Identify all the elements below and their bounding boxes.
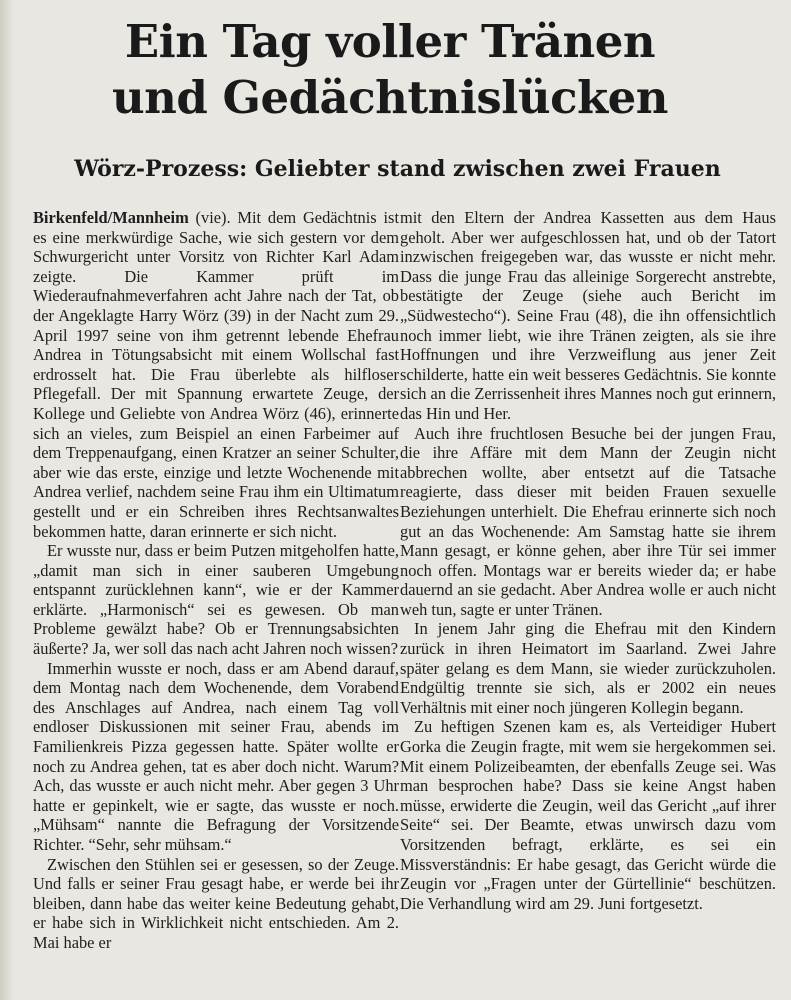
paragraph: In jenem Jahr ging die Ehefrau mit den Kindern zurück in ihren Heimatort im Saarland. Zwei Jahre später gelang es dem Mann, sie wieder zurückzuholen. Endgültig trennte sie sich, als er 2002 ein neues Verhältnis mit einer noch jüngeren Kollegin begann. bbox=[400, 619, 776, 717]
paragraph bbox=[33, 208, 399, 541]
paragraph: Zwischen den Stühlen sei er gesessen, so der Zeuge. Und falls er seiner Frau gesagt habe, er werde bei ihr bleiben, dann habe das weiter keine Bedeutung gehabt, er habe sich in Wirklichkeit nicht entschieden. Am 2. Mai habe er bbox=[33, 854, 399, 952]
paragraph: mit den Eltern der Andrea Kassetten aus dem Haus geholt. Aber wer aufgeschlossen hat, und ob der Tatort inzwischen freigegeben war, das wusste er nicht mehr. Dass die junge Frau das alleinige Sorgerecht anstrebte, bestätigte der Zeuge (siehe auch Bericht im „Südwestecho“). Seine Frau (48), die ihn offensichtlich noch immer liebt, wie ihre Tränen zeigten, als sie ihre Hoffnungen und ihre Verzweiflung aus jener Zeit schilderte, hatte ein weit besseres Gedächtnis. Sie konnte sich an die Zerrissenheit ihres Mannes noch gut erinnern, das Hin und Her. bbox=[400, 208, 776, 423]
article-column-right bbox=[400, 208, 776, 913]
paragraph: Er wusste nur, dass er beim Putzen mitgeholfen hatte, „damit man sich in einer sauberen Umgebung entspannt zurücklehnen kann“, wie er der Kammer erklärte. „Harmonisch“ sei es gewesen. Ob man Probleme gewälzt habe? Ob er Trennungsabsichten äußerte? Ja, wer soll das nach acht Jahren noch wissen? bbox=[33, 541, 399, 659]
page-edge-left bbox=[0, 0, 14, 1000]
headline bbox=[40, 14, 740, 126]
subheadline: Wörz-Prozess: Geliebter stand zwischen zwei Frauen bbox=[74, 156, 721, 182]
paragraph: Zu heftigen Szenen kam es, als Verteidiger Hubert Gorka die Zeugin fragte, mit wem sie hergekommen sei. Mit einem Polizeibeamten, der ebenfalls Zeuge sei. Was man besprochen habe? Dass sie keine Angst haben müsse, erwiderte die Zeugin, weil das Gericht „auf ihrer Seite“ sei. Der Beamte, etwas unwirsch dazu vom Vorsitzenden befragt, erklärte, es sei ein Missverständnis: Er habe gesagt, das Gericht würde die Zeugin vor „Fragen unter der Gürtellinie“ beschützen. Die Verhandlung wird am 29. Juni fortgesetzt. bbox=[400, 717, 776, 913]
dateline: Birkenfeld/Mannheim bbox=[33, 208, 189, 227]
headline-line-1: Ein Tag voller Tränen bbox=[124, 15, 656, 68]
article-column-left bbox=[33, 208, 399, 953]
paragraph: Immerhin wusste er noch, dass er am Abend darauf, dem Montag nach dem Wochenende, dem Vorabend des Anschlages auf Andrea, nach einem Tag voll endloser Diskussionen mit seiner Frau, abends im Familienkreis Pizza gegessen hatte. Später wollte er noch zu Andrea gehen, tat es aber doch nicht. Warum? Ach, das wusste er auch nicht mehr. Aber gegen 3 Uhr hatte er gepinkelt, wie er sagte, das wusste er noch. „Mühsam“ nannte die Befragung der Vorsitzende Richter. “Sehr, sehr mühsam.“ bbox=[33, 658, 399, 854]
paragraph-text: (vie). Mit dem Gedächtnis ist es eine merkwürdige Sache, wie sich gestern vor dem Schwurgericht unter Vorsitz von Richter Karl Adam zeigte. Die Kammer prüft im Wiederaufnahmeverfahren acht Jahre nach der Tat, ob der Angeklagte Harry Wörz (39) in der Nacht zum 29. April 1997 seine von ihm getrennt lebende Ehefrau Andrea in Tötungsabsicht mit einem Wollschal fast erdrosselt hat. Die Frau überlebte als hilfloser Pflegefall. Der mit Spannung erwartete Zeuge, der Kollege und Geliebte von Andrea Wörz (46), erinnerte sich an vieles, zum Beispiel an einen Farbeimer auf dem Treppenaufgang, einen Kratzer an seiner Schulter, aber wie das erste, einzige und letzte Wochenende mit Andrea verlief, nachdem seine Frau ihm ein Ultimatum gestellt und er ein Schreiben ihres Rechtsanwaltes bekommen hatte, daran erinnerte er sich nicht. bbox=[33, 208, 399, 541]
headline-line-2: und Gedächtnislücken bbox=[111, 71, 669, 124]
paragraph: Auch ihre fruchtlosen Besuche bei der jungen Frau, die ihre Affäre mit dem Mann der Zeugin nicht abbrechen wollte, aber entsetzt auf die Tatsache reagierte, dass dieser mit beiden Frauen sexuelle Beziehungen unterhielt. Die Ehefrau erinnerte sich noch gut an das Wochenende: Am Samstag hatte sie ihrem Mann gesagt, er könne gehen, aber ihre Tür sei immer noch offen. Montags war er bereits wieder da; er habe dauernd an sie gedacht. Aber Andrea wolle er auch nicht weh tun, sagte er unter Tränen. bbox=[400, 423, 776, 619]
